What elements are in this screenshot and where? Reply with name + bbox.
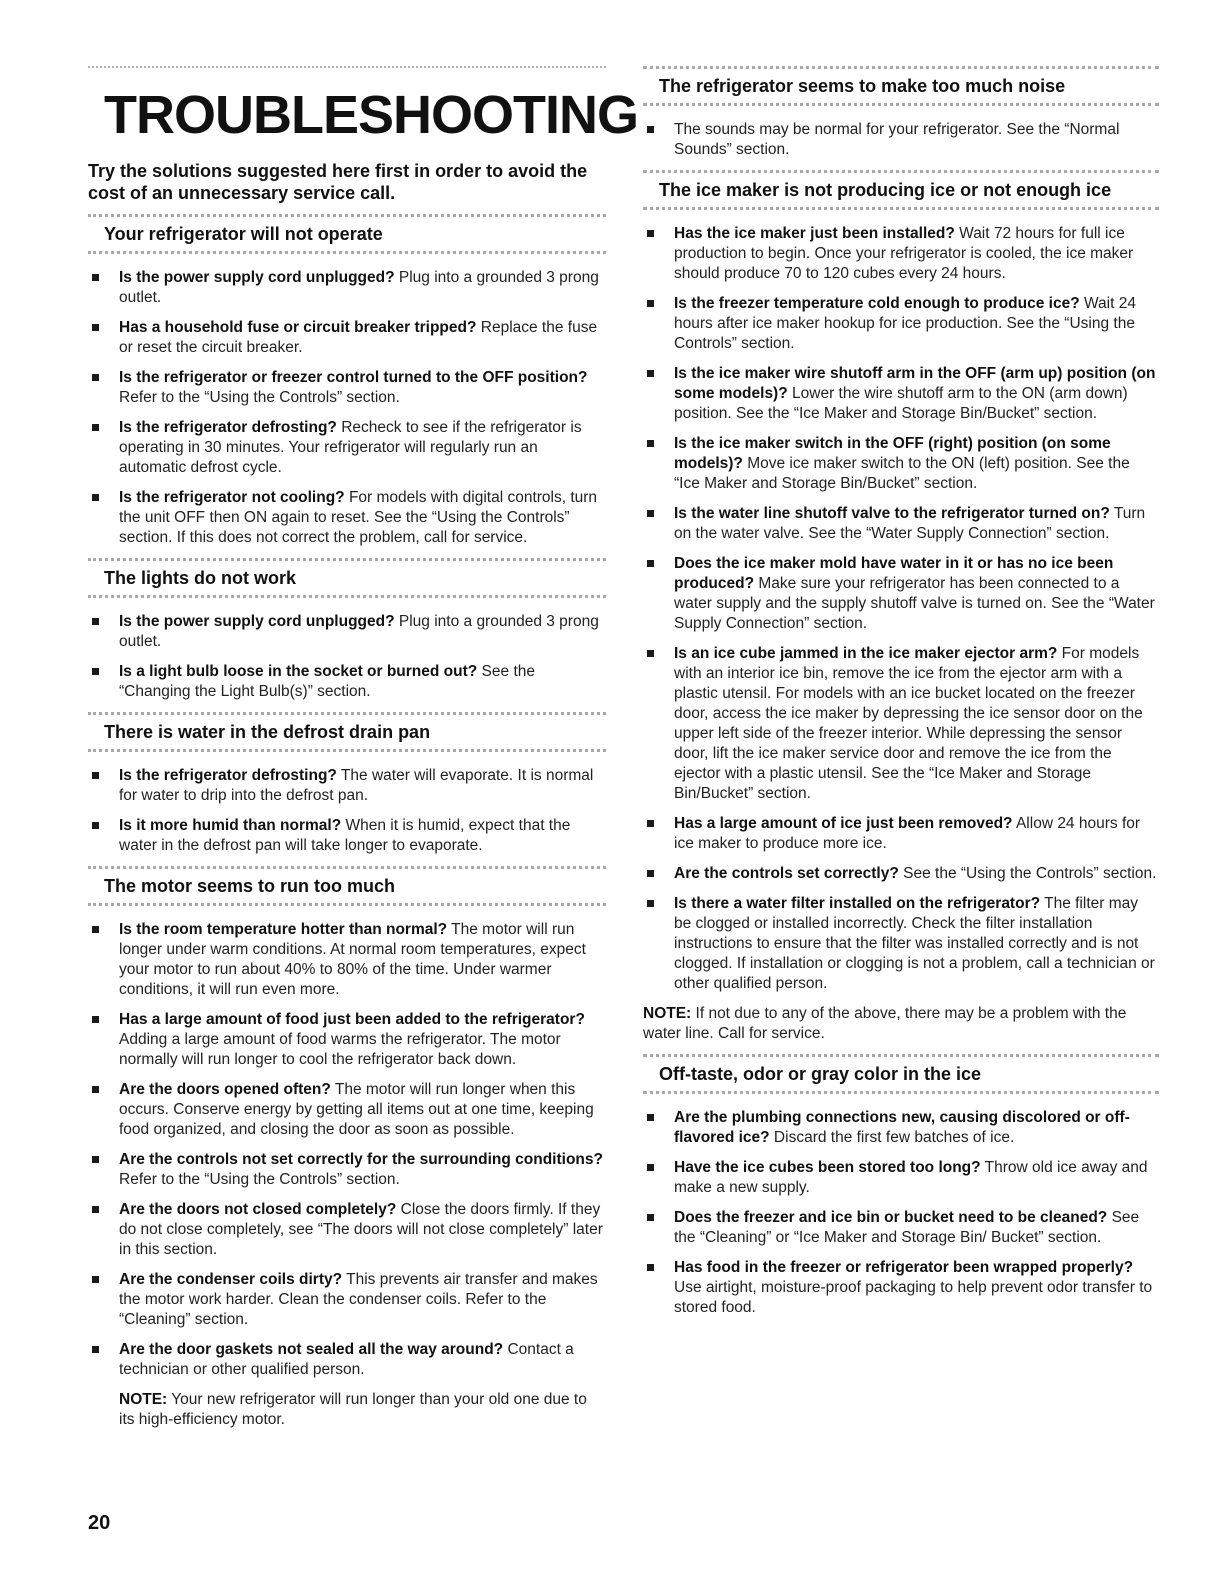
- square-bullet-icon: [647, 900, 654, 907]
- answer-text: The sounds may be normal for your refrigerator. See the “Normal Sounds” section.: [674, 121, 1120, 158]
- answer-text: Contact a technician or other qualified person.: [119, 1341, 574, 1378]
- square-bullet-icon: [92, 822, 99, 829]
- question-text: Are the doors opened often?: [119, 1081, 331, 1098]
- question-text: Is there a water filter installed on the refrigerator?: [674, 895, 1041, 912]
- list-item: [88, 488, 606, 548]
- question-text: Are the controls set correctly?: [674, 865, 899, 882]
- answer-text: Make sure your refrigerator has been connected to a water supply and the supply shutoff valve is turned on. See the “Water Supply Connection” section.: [674, 575, 1155, 632]
- section-heading-the-motor-seems-to-run-too-much: The motor seems to run too much: [88, 866, 606, 906]
- note-label: NOTE:: [119, 1391, 168, 1408]
- square-bullet-icon: [647, 560, 654, 567]
- square-bullet-icon: [92, 374, 99, 381]
- list-item: [88, 1080, 606, 1140]
- list-item: [643, 1108, 1159, 1148]
- square-bullet-icon: [92, 1156, 99, 1163]
- square-bullet-icon: [92, 772, 99, 779]
- square-bullet-icon: [647, 1264, 654, 1271]
- question-text: Is the refrigerator or freezer control turned to the OFF position?: [119, 369, 588, 386]
- section-heading-the-ice-maker-is-not-producing-ice-or-no: The ice maker is not producing ice or not enough ice: [643, 170, 1159, 210]
- square-bullet-icon: [92, 324, 99, 331]
- question-text: Is it more humid than normal?: [119, 817, 342, 834]
- note-body: If not due to any of the above, there may be a problem with the water line. Call for service.: [643, 1005, 1127, 1042]
- section-heading-your-refrigerator-will-not-operate: Your refrigerator will not operate: [88, 214, 606, 254]
- question-text: Has a household fuse or circuit breaker tripped?: [119, 319, 477, 336]
- answer-text: Wait 72 hours for full ice production to begin. Once your refrigerator is cooled, the ice maker should produce 70 to 120 cubes every 24 hours.: [674, 225, 1134, 282]
- troubleshooting-list: [643, 224, 1159, 994]
- square-bullet-icon: [92, 1206, 99, 1213]
- question-text: Is the power supply cord unplugged?: [119, 269, 395, 286]
- square-bullet-icon: [647, 230, 654, 237]
- section-heading-there-is-water-in-the-defrost-drain-pan: There is water in the defrost drain pan: [88, 712, 606, 752]
- question-text: Are the condenser coils dirty?: [119, 1271, 343, 1288]
- left-column: [88, 66, 638, 1440]
- left-sections: [88, 214, 606, 1430]
- list-item: [643, 554, 1159, 634]
- square-bullet-icon: [647, 870, 654, 877]
- answer-text: Plug into a grounded 3 prong outlet.: [119, 269, 599, 306]
- square-bullet-icon: [647, 650, 654, 657]
- square-bullet-icon: [647, 1164, 654, 1171]
- question-text: Has the ice maker just been installed?: [674, 225, 955, 242]
- list-item: [88, 1270, 606, 1330]
- square-bullet-icon: [647, 820, 654, 827]
- answer-text: Allow 24 hours for ice maker to produce more ice.: [674, 815, 1141, 852]
- answer-text: See the “Cleaning” or “Ice Maker and Storage Bin/ Bucket” section.: [674, 1209, 1140, 1246]
- list-item: [643, 224, 1159, 284]
- list-item: [643, 1158, 1159, 1198]
- answer-text: For models with digital controls, turn the unit OFF then ON again to reset. See the “Using the Controls” section. If this does not correct the problem, call for service.: [119, 489, 598, 546]
- answer-text: The motor will run longer when this occurs. Conserve energy by getting all items out at one time, keeping food organized, and closing the door as soon as possible.: [119, 1081, 594, 1138]
- list-item: [643, 504, 1159, 544]
- troubleshooting-list: [643, 1108, 1159, 1318]
- list-item: [643, 120, 1159, 160]
- square-bullet-icon: [92, 1276, 99, 1283]
- note-text: [88, 1390, 606, 1430]
- answer-text: Throw old ice away and make a new supply.: [674, 1159, 1148, 1196]
- square-bullet-icon: [92, 926, 99, 933]
- list-item: [88, 662, 606, 702]
- square-bullet-icon: [92, 1016, 99, 1023]
- list-item: [643, 894, 1159, 994]
- question-text: Has a large amount of food just been added to the refrigerator?: [119, 1011, 585, 1028]
- list-item: [88, 1150, 606, 1190]
- list-item: [88, 612, 606, 652]
- square-bullet-icon: [647, 510, 654, 517]
- list-item: [88, 1010, 606, 1070]
- list-item: [88, 318, 606, 358]
- answer-text: Refer to the “Using the Controls” section.: [119, 1171, 400, 1188]
- list-item: [88, 368, 606, 408]
- square-bullet-icon: [92, 668, 99, 675]
- question-text: Is the water line shutoff valve to the refrigerator turned on?: [674, 505, 1110, 522]
- answer-text: When it is humid, expect that the water in the defrost pan will take longer to evaporate.: [119, 817, 571, 854]
- question-text: Is the ice maker switch in the OFF (right) position (on some models)?: [674, 435, 1111, 472]
- list-item: [643, 1208, 1159, 1248]
- section-heading-the-lights-do-not-work: The lights do not work: [88, 558, 606, 598]
- answer-text: Wait 24 hours after ice maker hookup for ice production. See the “Using the Controls” section.: [674, 295, 1136, 352]
- intro-text: Try the solutions suggested here first in order to avoid the cost of an unnecessary service call.: [88, 161, 588, 203]
- question-text: Does the freezer and ice bin or bucket need to be cleaned?: [674, 1209, 1108, 1226]
- answer-text: Plug into a grounded 3 prong outlet.: [119, 613, 599, 650]
- square-bullet-icon: [92, 494, 99, 501]
- list-item: [88, 418, 606, 478]
- answer-text: Recheck to see if the refrigerator is operating in 30 minutes. Your refrigerator will regularly run an automatic defrost cycle.: [119, 419, 582, 476]
- list-item: [88, 920, 606, 1000]
- answer-text: The filter may be clogged or installed incorrectly. Check the filter installation instructions to ensure that the filter was installed correctly and is not clogged. If installation or clogging is not a problem, call a technician or other qualified person.: [674, 895, 1155, 992]
- list-item: [643, 644, 1159, 804]
- answer-text: Refer to the “Using the Controls” section.: [119, 389, 400, 406]
- square-bullet-icon: [647, 1114, 654, 1121]
- question-text: Is the room temperature hotter than normal?: [119, 921, 448, 938]
- list-item: [643, 1258, 1159, 1318]
- question-text: Does the ice maker mold have water in it or has no ice been produced?: [674, 555, 1114, 592]
- list-item: [88, 766, 606, 806]
- answer-text: Close the doors firmly. If they do not close completely, see “The doors will not close completely” later in this section.: [119, 1201, 603, 1258]
- question-text: Is the refrigerator defrosting?: [119, 419, 337, 436]
- answer-text: Use airtight, moisture-proof packaging to help prevent odor transfer to stored food.: [674, 1279, 1153, 1316]
- answer-text: Lower the wire shutoff arm to the ON (arm down) position. See the “Ice Maker and Storage Bin/Bucket” section.: [674, 385, 1128, 422]
- question-text: Is the freezer temperature cold enough to produce ice?: [674, 295, 1080, 312]
- list-item: [643, 294, 1159, 354]
- answer-text: Turn on the water valve. See the “Water Supply Connection” section.: [674, 505, 1146, 542]
- question-text: Has food in the freezer or refrigerator been wrapped properly?: [674, 1259, 1134, 1276]
- square-bullet-icon: [647, 370, 654, 377]
- question-text: Is an ice cube jammed in the ice maker ejector arm?: [674, 645, 1058, 662]
- answer-text: Adding a large amount of food warms the refrigerator. The motor normally will run longer to cool the refrigerator back down.: [119, 1031, 561, 1068]
- list-item: [643, 364, 1159, 424]
- answer-text: For models with an interior ice bin, remove the ice from the ejector arm with a plastic utensil. For models with an ice bucket located on the freezer door, access the ice maker by depressing the ice sensor door on the upper left side of the freezer interior. While depressing the sensor door, lift the ice maker service door and remove the ice from the ejector with a plastic utensil. See the “Ice Maker and Storage Bin/Bucket” section.: [674, 645, 1143, 802]
- list-item: [643, 864, 1159, 884]
- square-bullet-icon: [92, 274, 99, 281]
- question-text: Have the ice cubes been stored too long?: [674, 1159, 981, 1176]
- answer-text: This prevents air transfer and makes the motor work harder. Clean the condenser coils. Refer to the “Cleaning” section.: [119, 1271, 598, 1328]
- answer-text: Move ice maker switch to the ON (left) position. See the “Ice Maker and Storage Bin/Bucket” section.: [674, 455, 1130, 492]
- list-item: [88, 268, 606, 308]
- page-number: 20: [88, 1512, 111, 1534]
- answer-text: The water will evaporate. It is normal for water to drip into the defrost pan.: [119, 767, 594, 804]
- list-item: [88, 1340, 606, 1380]
- note-label: NOTE:: [643, 1005, 692, 1022]
- troubleshooting-list: [643, 120, 1159, 160]
- question-text: Is the power supply cord unplugged?: [119, 613, 395, 630]
- right-column: [643, 66, 1159, 1328]
- list-item: [643, 434, 1159, 494]
- question-text: Are the plumbing connections new, causing discolored or off-flavored ice?: [674, 1109, 1130, 1146]
- question-text: Is a light bulb loose in the socket or burned out?: [119, 663, 478, 680]
- square-bullet-icon: [92, 424, 99, 431]
- square-bullet-icon: [647, 1214, 654, 1221]
- answer-text: See the “Changing the Light Bulb(s)” section.: [119, 663, 535, 700]
- answer-text: Discard the first few batches of ice.: [769, 1129, 1015, 1146]
- question-text: Are the door gaskets not sealed all the way around?: [119, 1341, 504, 1358]
- square-bullet-icon: [647, 300, 654, 307]
- troubleshooting-list: [88, 612, 606, 702]
- question-text: Is the refrigerator defrosting?: [119, 767, 337, 784]
- list-item: [88, 816, 606, 856]
- answer-text: Replace the fuse or reset the circuit breaker.: [119, 319, 598, 356]
- right-sections: [643, 66, 1159, 1318]
- note-text: [643, 1004, 1159, 1044]
- question-text: Are the controls not set correctly for the surrounding conditions?: [119, 1151, 603, 1168]
- answer-text: See the “Using the Controls” section.: [898, 865, 1157, 882]
- question-text: Is the refrigerator not cooling?: [119, 489, 345, 506]
- note-body: Your new refrigerator will run longer than your old one due to its high-efficiency motor.: [119, 1391, 587, 1428]
- troubleshooting-list: [88, 268, 606, 548]
- section-heading-the-refrigerator-seems-to-make-too-much-: The refrigerator seems to make too much noise: [643, 66, 1159, 106]
- list-item: [88, 1200, 606, 1260]
- square-bullet-icon: [92, 1086, 99, 1093]
- square-bullet-icon: [92, 618, 99, 625]
- square-bullet-icon: [92, 1346, 99, 1353]
- troubleshooting-list: [88, 766, 606, 856]
- top-divider: [88, 66, 606, 74]
- question-text: Is the ice maker wire shutoff arm in the OFF (arm up) position (on some models)?: [674, 365, 1156, 402]
- square-bullet-icon: [647, 440, 654, 447]
- answer-text: The motor will run longer under warm conditions. At normal room temperatures, expect your motor to run about 40% to 80% of the time. Under warmer conditions, it will run even more.: [119, 921, 586, 998]
- square-bullet-icon: [647, 126, 654, 133]
- question-text: Are the doors not closed completely?: [119, 1201, 397, 1218]
- page-title: TROUBLESHOOTING: [104, 85, 638, 145]
- troubleshooting-list: [88, 920, 606, 1380]
- question-text: Has a large amount of ice just been removed?: [674, 815, 1013, 832]
- section-heading-off-taste-odor-or-gray-color-in-the-ice: Off-taste, odor or gray color in the ice: [643, 1054, 1159, 1094]
- list-item: [643, 814, 1159, 854]
